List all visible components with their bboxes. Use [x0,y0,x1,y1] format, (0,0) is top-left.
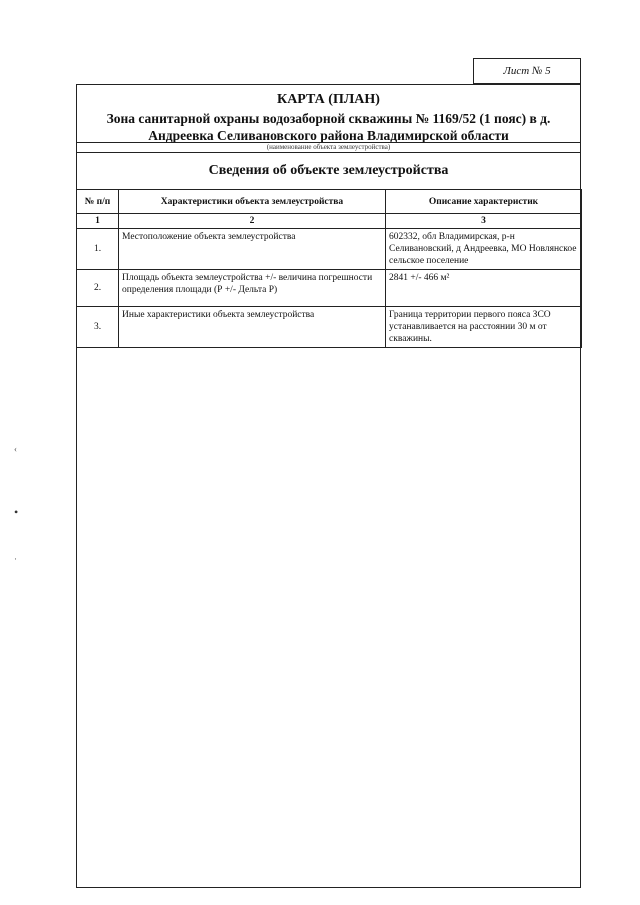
table-row [77,270,582,307]
row-characteristic: Площадь объекта землеустройства +/- величина погрешности определения площади (Р +/- Дельта Р) [119,270,386,307]
document-title: КАРТА (ПЛАН) [277,92,380,107]
column-header: № п/п [77,190,119,214]
column-number: 3 [386,214,582,229]
divider-caption [76,152,581,153]
column-number: 1 [77,214,119,229]
row-description: Граница территории первого пояса ЗСО устанавливается на расстоянии 30 м от скважины. [386,307,582,348]
scan-mark: · [14,554,17,564]
table-header-row [77,190,582,214]
row-characteristic: Иные характеристики объекта землеустройства [119,307,386,348]
column-header: Описание характеристик [386,190,582,214]
column-number: 2 [119,214,386,229]
row-description: 2841 +/- 466 м² [386,270,582,307]
scan-mark: ‹ [14,444,17,454]
row-number: 1. [77,229,119,270]
sheet-number: Лист № 5 [473,58,581,84]
column-header: Характеристики объекта землеустройства [119,190,386,214]
column-number-row [77,214,582,229]
row-number: 3. [77,307,119,348]
scan-mark: • [14,505,19,519]
table-row [77,307,582,348]
document-subtitle: Зона санитарной охраны водозаборной скважины № 1169/52 (1 пояс) в д. Андреевка Селивановского района Владимирской области [106,111,551,143]
section-title: Сведения об объекте землеустройства [208,163,449,178]
row-characteristic: Местоположение объекта землеустройства [119,229,386,270]
row-number: 2. [77,270,119,307]
table-row [77,229,582,270]
info-table [76,189,582,348]
object-name-caption: (наименование объекта землеустройства) [266,143,391,151]
row-description: 602332, обл Владимирская, р-н Селивановский, д Андреевка, МО Новлянское сельское поселение [386,229,582,270]
